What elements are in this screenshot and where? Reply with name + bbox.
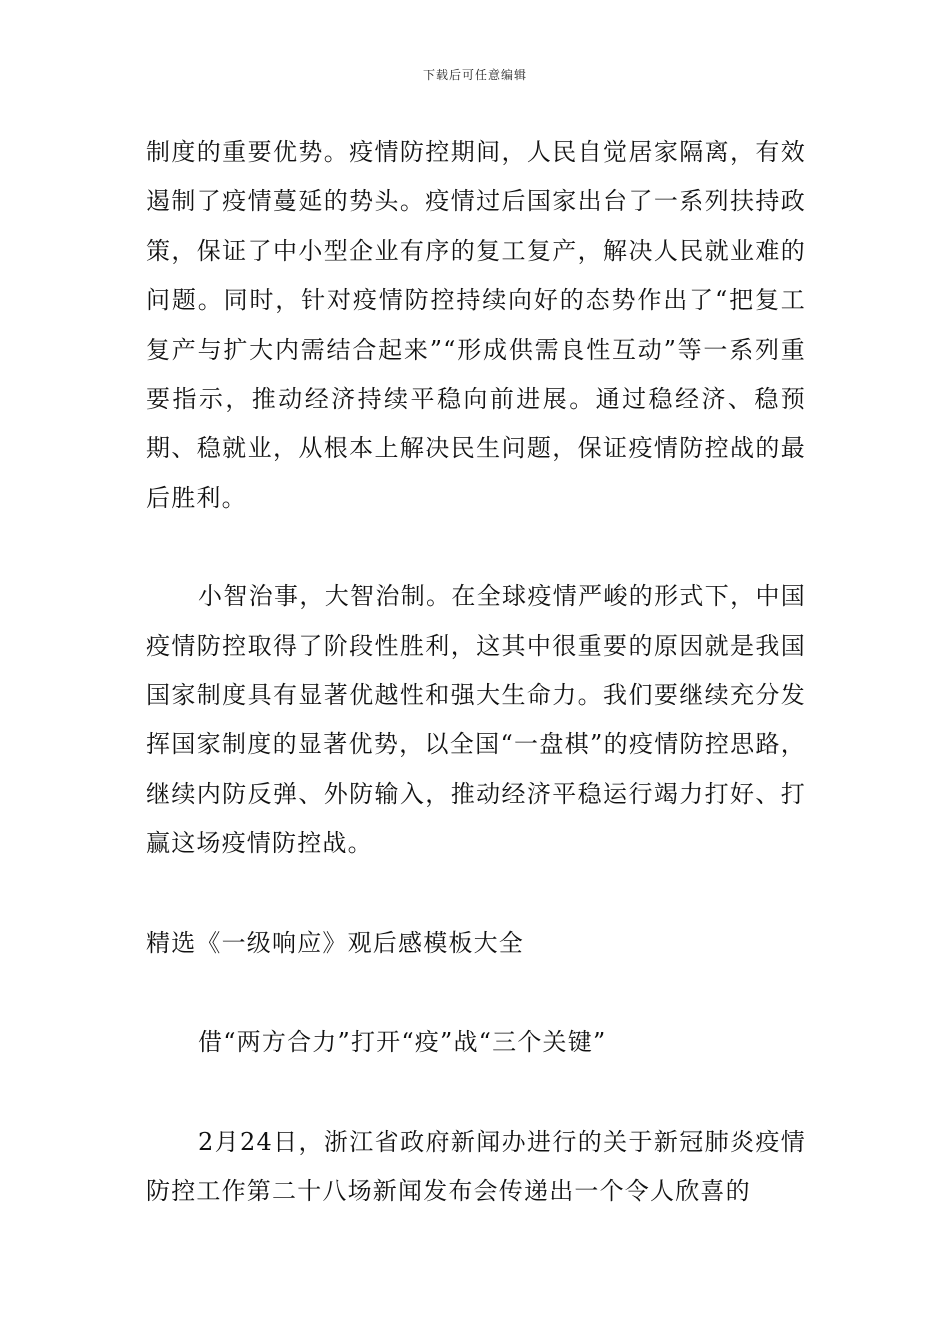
- header-note: 下载后可任意编辑: [422, 68, 527, 82]
- paragraph-body: 2月24日，浙江省政府新闻办进行的关于新冠肺炎疫情防控工作第二十八场新闻发布会传递出一个令人欣喜的: [146, 1127, 806, 1205]
- article-title: 借“两方合力”打开“疫”战“三个关键”: [198, 1028, 607, 1057]
- document-body: [146, 128, 806, 1216]
- section-title: 精选《一级响应》观后感模板大全: [146, 928, 524, 957]
- paragraph-body: 小智治事，大智治制。在全球疫情严峻的形式下，中国疫情防控取得了阶段性胜利，这其中很重要的原因就是我国国家制度具有显著优越性和强大生命力。我们要继续充分发挥国家制度的显著优势，以全国“一盘棋”的疫情防控思路，继续内防反弹、外防输入，推动经济平稳运行竭力打好、打赢这场疫情防控战。: [146, 582, 806, 858]
- paragraph-continuation: 制度的重要优势。疫情防控期间，人民自觉居家隔离，有效遏制了疫情蔓延的势头。疫情过后国家出台了一系列扶持政策，保证了中小型企业有序的复工复产，解决人民就业难的问题。同时，针对疫情防控持续向好的态势作出了“把复工复产与扩大内需结合起来”“形成供需良性互动”等一系列重要指示，推动经济持续平稳向前进展。通过稳经济、稳预期、稳就业，从根本上解决民生问题，保证疫情防控战的最后胜利。: [146, 138, 806, 512]
